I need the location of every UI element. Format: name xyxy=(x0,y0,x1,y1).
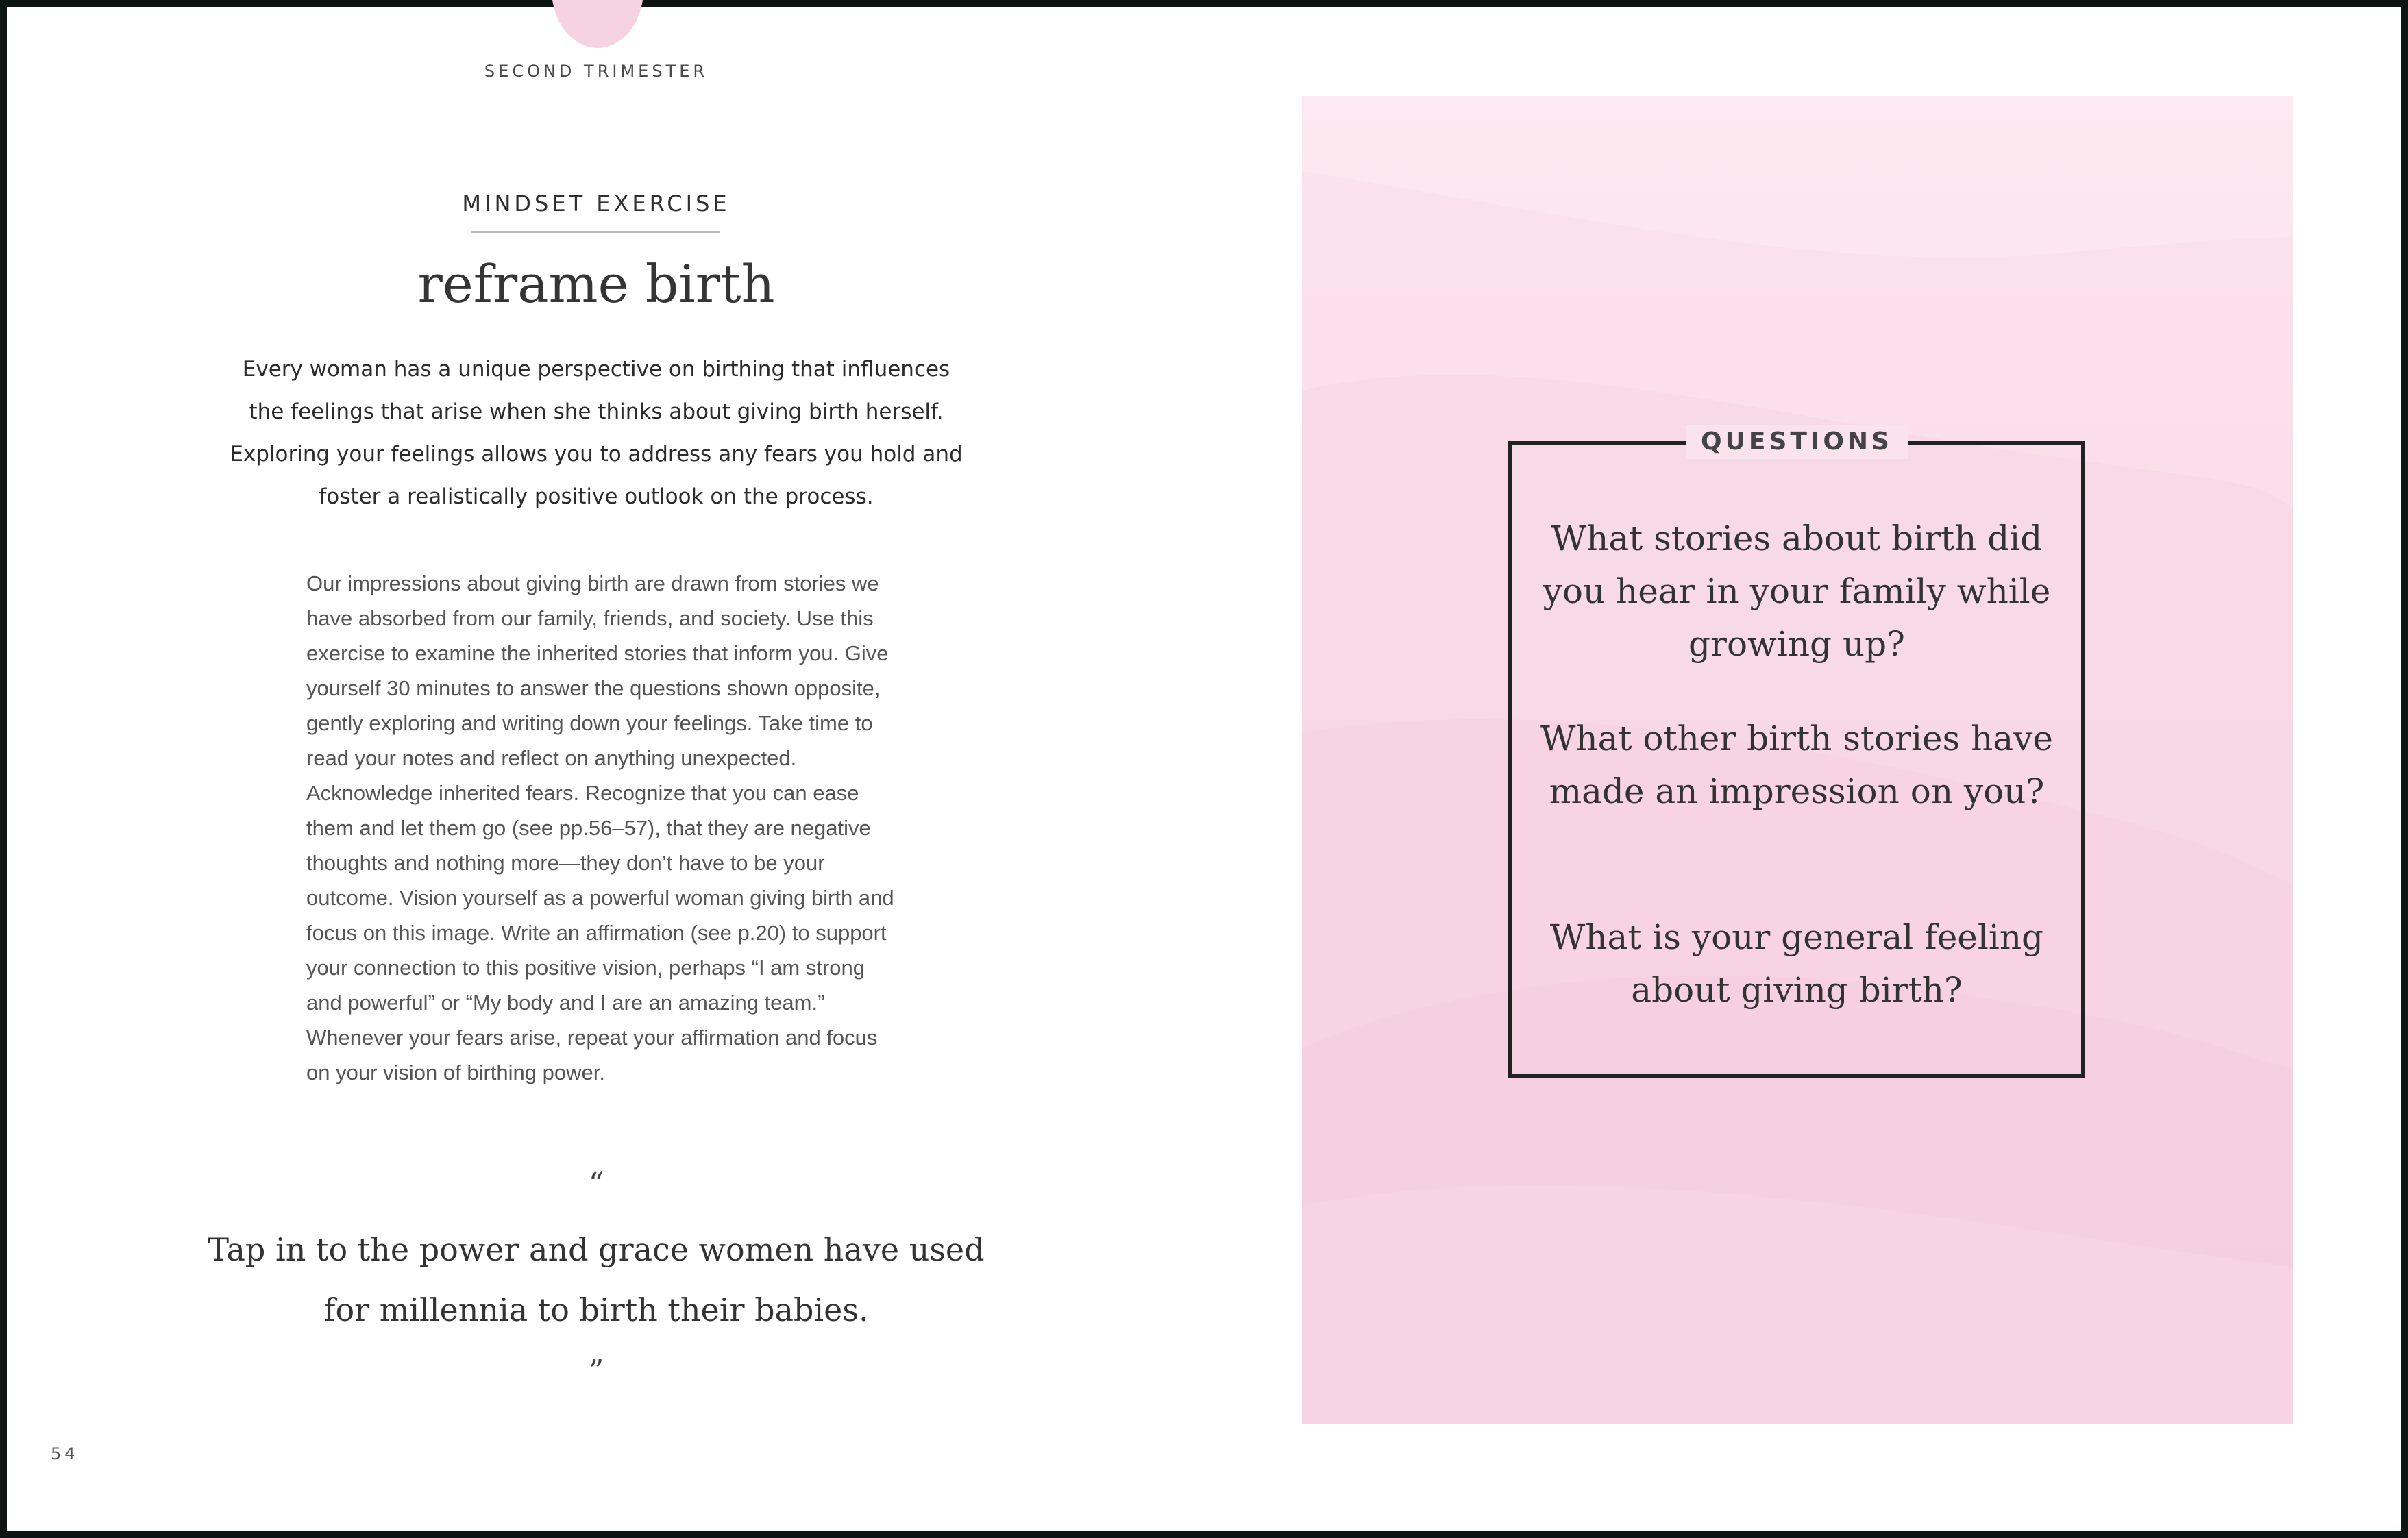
open-quote-mark: “ xyxy=(588,1167,604,1202)
question-3: What is your general feeling about giving birth? xyxy=(1549,917,2044,1010)
eyebrow-divider xyxy=(471,231,720,233)
page-number: 54 xyxy=(51,1444,79,1463)
close-quote-mark: ” xyxy=(588,1354,604,1389)
intro-paragraph: Every woman has a unique perspective on birthing that influences the feelings that arise when she thinks about giving birth herself. Exploring your feelings allows you to address any fears you hold and foster a realistically positive outlook on the process. xyxy=(230,357,963,509)
questions-label: QUESTIONS xyxy=(1686,425,1908,459)
section-eyebrow: MINDSET EXERCISE xyxy=(462,190,730,216)
page-title: reframe birth xyxy=(417,253,775,314)
question-1: What stories about birth did you hear in your family while growing up? xyxy=(1543,519,2051,664)
running-head: SECOND TRIMESTER xyxy=(484,62,709,81)
question-2: What other birth stories have made an impression on you? xyxy=(1540,719,2053,811)
body-paragraph: Our impressions about giving birth are drawn from stories we have absorbed from our family, friends, and society. Use this exercise to examine the inherited stories that inform you. Give yourself 30 minutes to answer the questions shown opposite, gently exploring and writing down your feelings. Take time to read your notes and reflect on anything unexpected. Acknowledge inherited fears. Recognize that you can ease them and let them go (see pp.56–57), that they are negative thoughts and nothing more—they don’t have to be your outcome. Vision yourself as a powerful woman giving birth and focus on this image. Write an affirmation (see p.20) to support your connection to this positive vision, perhaps “I am strong and powerful” or “My body and I are an amazing team.” Whenever your fears arise, repeat your affirmation and focus on your vision of birthing power. xyxy=(306,571,894,1084)
pull-quote: Tap in to the power and grace women have used for millennia to birth their babies. xyxy=(208,1231,985,1328)
